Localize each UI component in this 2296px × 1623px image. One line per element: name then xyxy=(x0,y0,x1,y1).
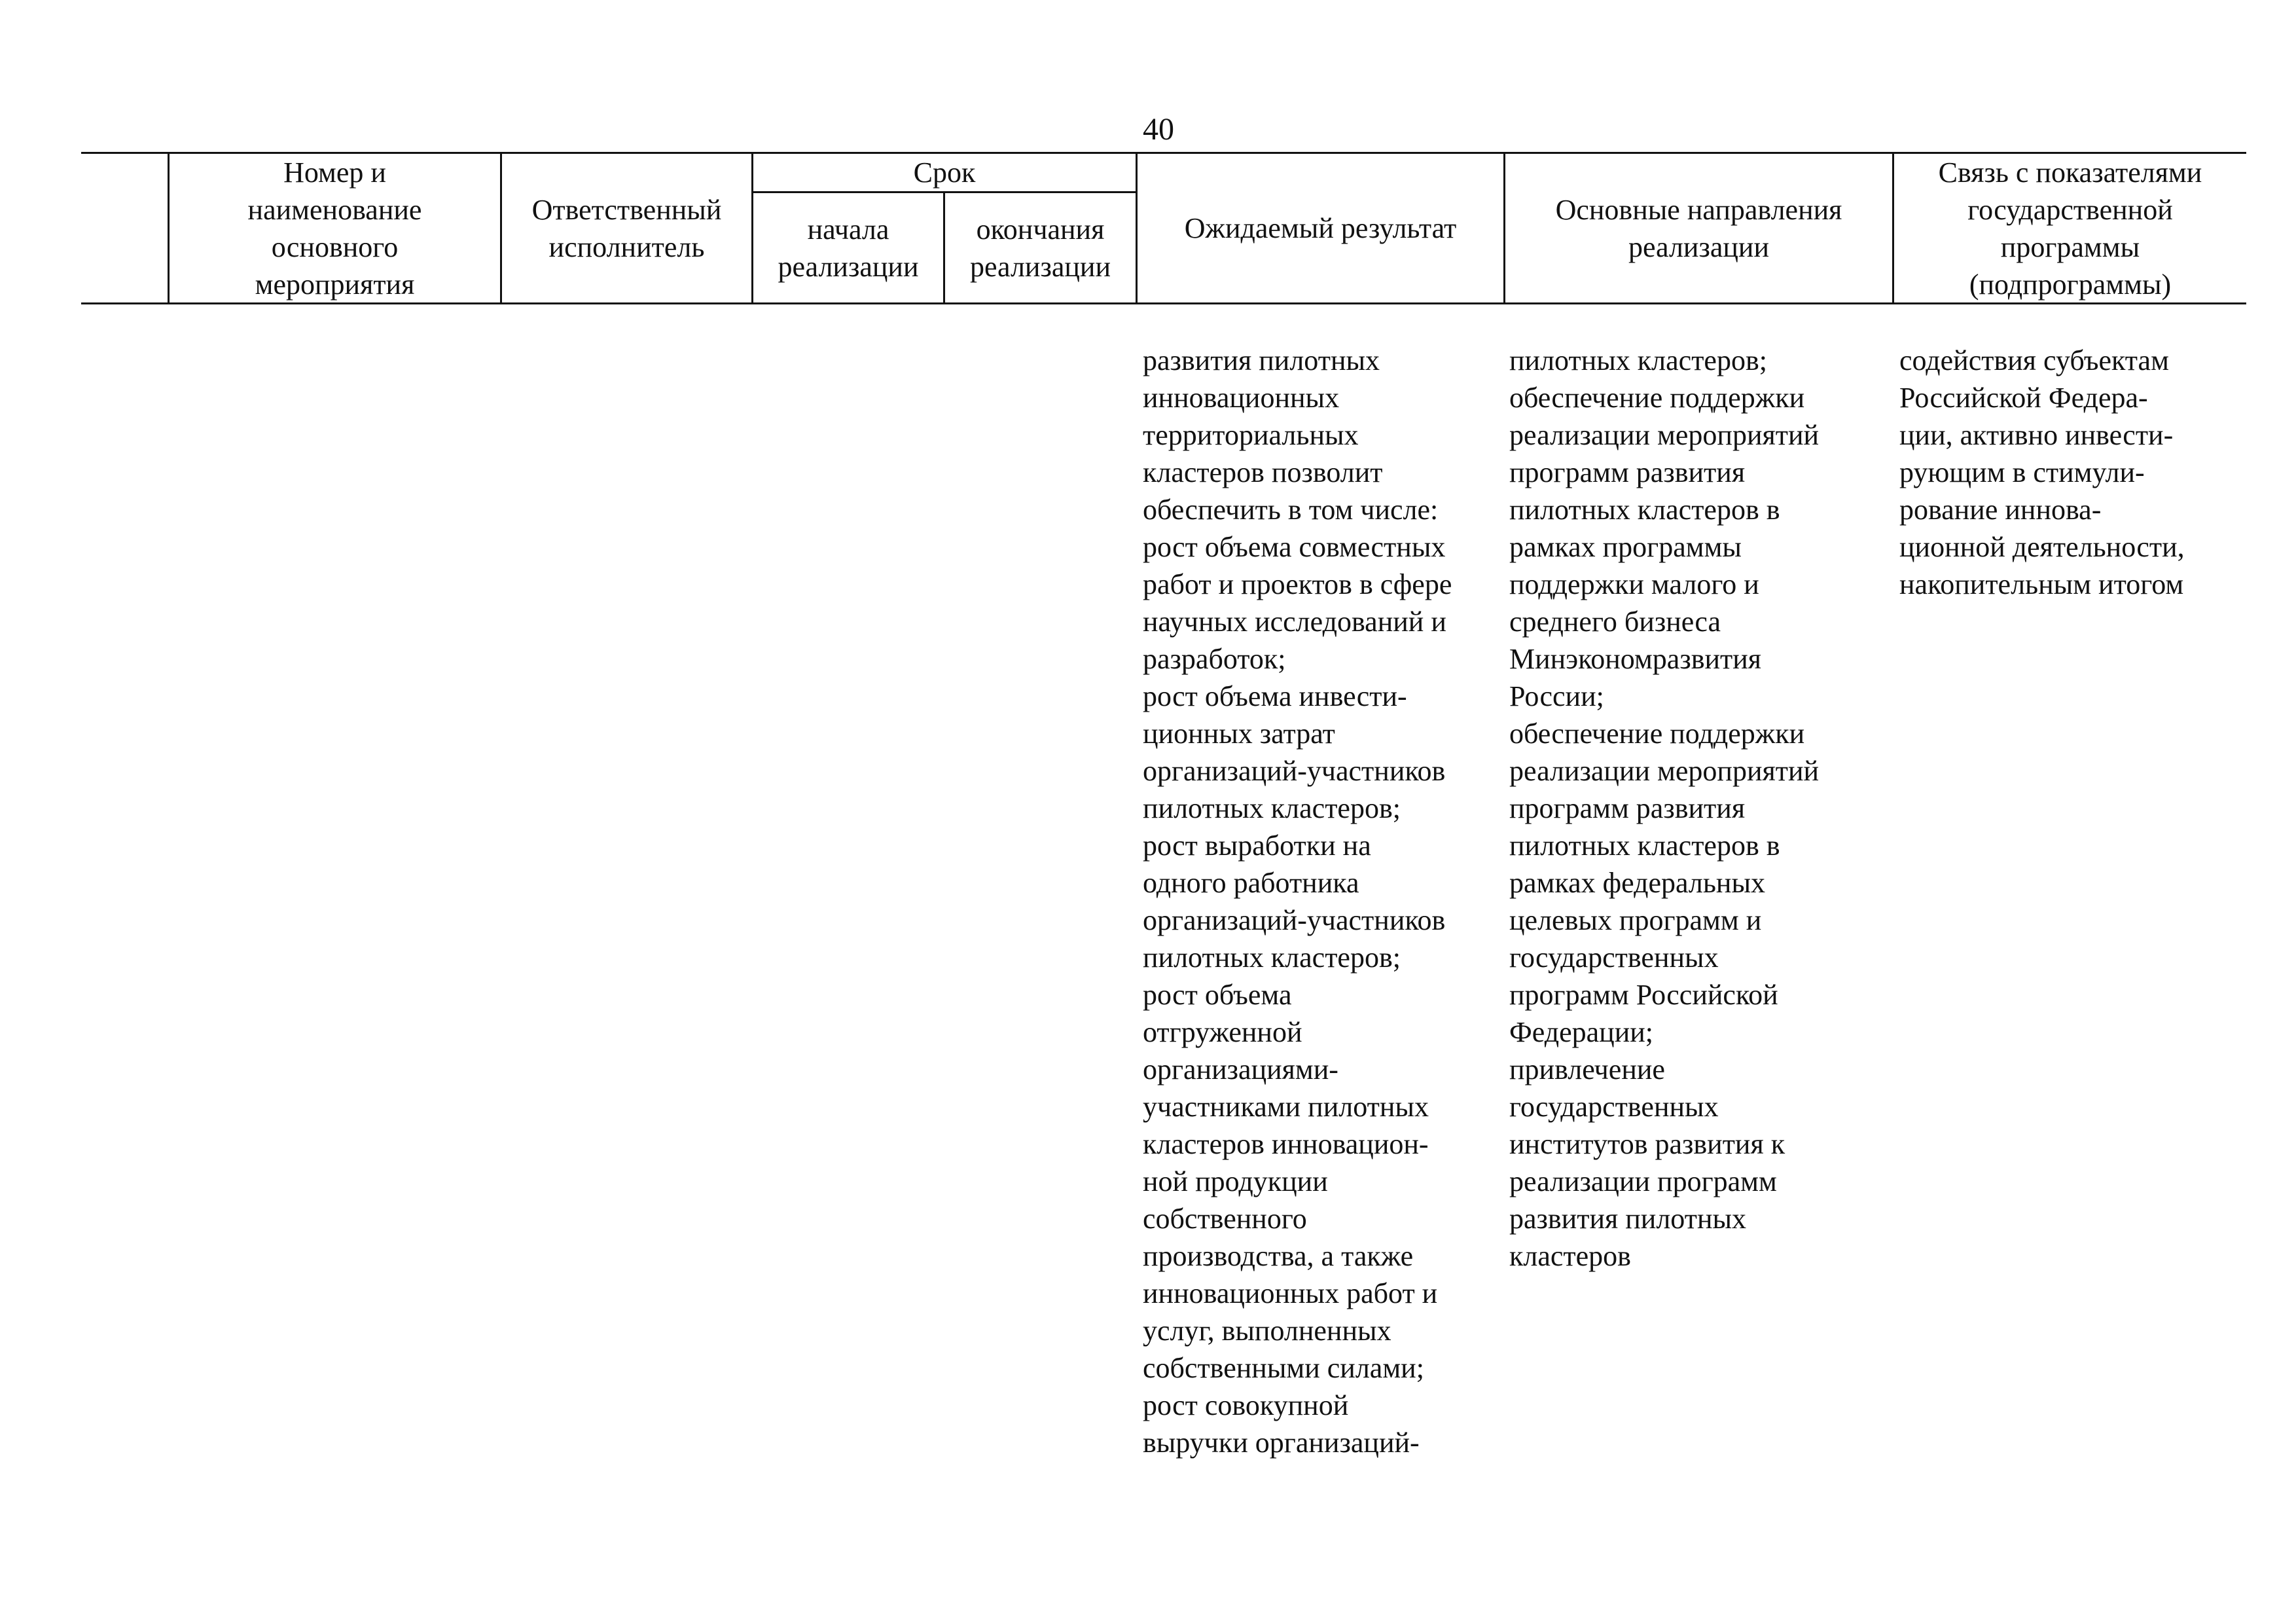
header-indicators-link: Связь с показателями государственной программы (подпрограммы) xyxy=(1938,156,2202,301)
header-executor: Ответственный исполнитель xyxy=(531,193,722,263)
cell-expected-result: развития пилотных инновационных территориальных кластеров позволит обеспечить в том числе: рост объема совместных работ и проектов в сфере научных исследований и разработок; рост объема инвести- ционных затрат организаций-участников пилотных кластеров; рост выработки на одного работника организаций-участников пилотных кластеров; рост объема отгруженной организациями- участниками пилотных кластеров инновацион- ной продукции собственного производства, а также инновационных работ и услуг, выполненных собственными силами; рост совокупной выручки организаций- xyxy=(1143,344,1452,1459)
header-term: Срок xyxy=(913,156,976,189)
cell-indicators-link: содействия субъектам Российской Федера- ции, активно инвести- рующим в стимули- рование иннова- ционной деятельности, накопительным итогом xyxy=(1899,344,2185,600)
header-expected-result: Ожидаемый результат xyxy=(1184,212,1457,244)
page-number: 40 xyxy=(1143,112,1174,147)
header-main-directions: Основные направления реализации xyxy=(1555,193,1842,263)
header-term-start: начала реализации xyxy=(778,213,919,283)
cell-main-directions: пилотных кластеров; обеспечение поддержки реализации мероприятий программ развития пилотных кластеров в рамках программы поддержки малого и среднего бизнеса Минэкономразвития России; обеспечение поддержки реализации мероприятий программ развития пилотных кластеров в рамках федеральных целевых программ и государственных программ Российской Федерации; привлечение государственных институтов развития к реализации программ развития пилотных кластеров xyxy=(1509,344,1820,1272)
header-term-end: окончания реализации xyxy=(969,213,1111,283)
header-event-name: Номер и наименование основного мероприятия xyxy=(247,156,422,301)
